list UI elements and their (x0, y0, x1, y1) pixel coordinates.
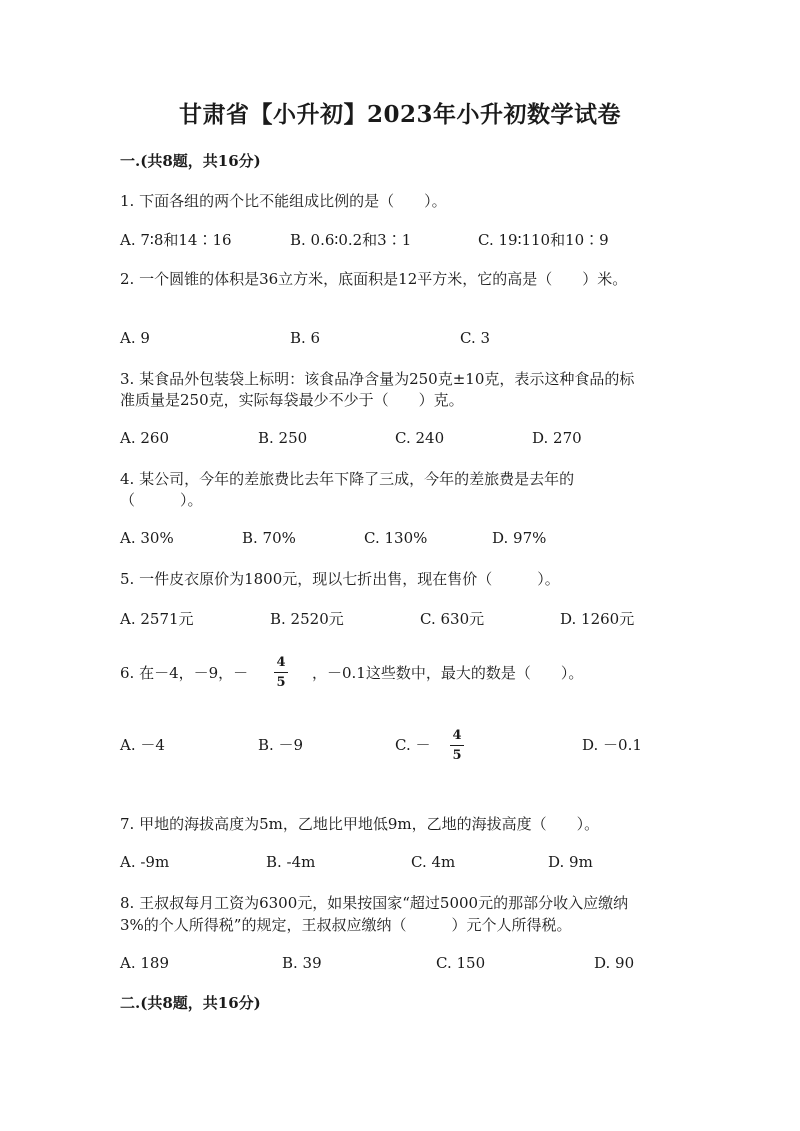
question-5-stem: 5. 一件皮衣原价为1800元，现以七折出售，现在售价（ ）。 (120, 570, 560, 588)
fraction-numerator: 4 (276, 655, 286, 670)
section-heading-2: 二.(共8题，共16分) (120, 994, 261, 1012)
question-7-option-c[interactable]: C. 4m (411, 853, 456, 871)
fraction-bar (274, 672, 288, 673)
question-5-option-c[interactable]: C. 630元 (420, 610, 485, 628)
question-1-option-a[interactable]: A. 7∶8和14∶16 (120, 231, 232, 249)
question-5-option-b[interactable]: B. 2520元 (270, 610, 344, 628)
fraction-numerator: 4 (452, 728, 462, 743)
question-6-option-a[interactable]: A. －4 (120, 736, 165, 754)
fraction-denominator: 5 (276, 675, 286, 690)
question-6-option-d[interactable]: D. －0.1 (582, 736, 642, 754)
question-4-option-a[interactable]: A. 30% (120, 529, 174, 547)
question-6-option-c[interactable]: C. － (395, 736, 431, 754)
question-6-option-b[interactable]: B. －9 (258, 736, 304, 754)
question-2-option-a[interactable]: A. 9 (120, 329, 150, 347)
question-6-fraction (274, 656, 288, 689)
question-1-stem: 1. 下面各组的两个比不能组成比例的是（ ）。 (120, 192, 447, 210)
page-title: 甘肃省【小升初】2023年小升初数学试卷 (178, 101, 621, 128)
question-4-option-d[interactable]: D. 97% (492, 529, 547, 547)
question-3-option-a[interactable]: A. 260 (120, 429, 169, 447)
question-1-option-c[interactable]: C. 19∶110和10∶9 (478, 231, 609, 249)
question-2-option-b[interactable]: B. 6 (290, 329, 321, 347)
question-3-stem-line-2: 准质量是250克，实际每袋最少不少于（ ）克。 (120, 391, 464, 409)
fraction-denominator: 5 (452, 748, 462, 763)
fraction-bar (450, 745, 464, 746)
question-7-stem: 7. 甲地的海拔高度为5m，乙地比甲地低9m，乙地的海拔高度（ ）。 (120, 815, 600, 833)
section-heading-1: 一.(共8题，共16分) (120, 152, 261, 170)
question-4-stem-line-2: （ ）。 (120, 491, 203, 509)
question-3-option-c[interactable]: C. 240 (395, 429, 445, 447)
question-2-option-c[interactable]: C. 3 (460, 329, 491, 347)
question-8-option-c[interactable]: C. 150 (436, 954, 486, 972)
question-2-stem: 2. 一个圆锥的体积是36立方米，底面积是12平方米，它的高是（ ）米。 (120, 270, 628, 288)
question-3-option-b[interactable]: B. 250 (258, 429, 308, 447)
question-6-stem-start: 6. 在－4，－9，－ (120, 664, 249, 682)
question-8-option-d[interactable]: D. 90 (594, 954, 635, 972)
question-7-option-d[interactable]: D. 9m (548, 853, 593, 871)
question-7-option-b[interactable]: B. -4m (266, 853, 316, 871)
question-5-option-d[interactable]: D. 1260元 (560, 610, 635, 628)
question-3-stem-line-1: 3. 某食品外包装袋上标明：该食品净含量为250克±10克，表示这种食品的标 (120, 370, 635, 388)
question-4-option-b[interactable]: B. 70% (242, 529, 296, 547)
question-8-option-b[interactable]: B. 39 (282, 954, 322, 972)
question-4-option-c[interactable]: C. 130% (364, 529, 428, 547)
question-6-stem-end: ，－0.1这些数中，最大的数是（ ）。 (312, 664, 584, 682)
question-8-stem-line-2: 3%的个人所得税”的规定，王叔叔应缴纳（ ）元个人所得税。 (120, 916, 572, 934)
question-1-option-b[interactable]: B. 0.6∶0.2和3∶1 (290, 231, 412, 249)
question-3-option-d[interactable]: D. 270 (532, 429, 582, 447)
question-8-stem-line-1: 8. 王叔叔每月工资为6300元，如果按国家“超过5000元的那部分收入应缴纳 (120, 894, 629, 912)
question-7-option-a[interactable]: A. -9m (120, 853, 170, 871)
question-4-stem-line-1: 4. 某公司，今年的差旅费比去年下降了三成，今年的差旅费是去年的 (120, 470, 575, 488)
question-6-option-c-fraction (450, 729, 464, 762)
question-8-option-a[interactable]: A. 189 (120, 954, 169, 972)
question-5-option-a[interactable]: A. 2571元 (120, 610, 194, 628)
